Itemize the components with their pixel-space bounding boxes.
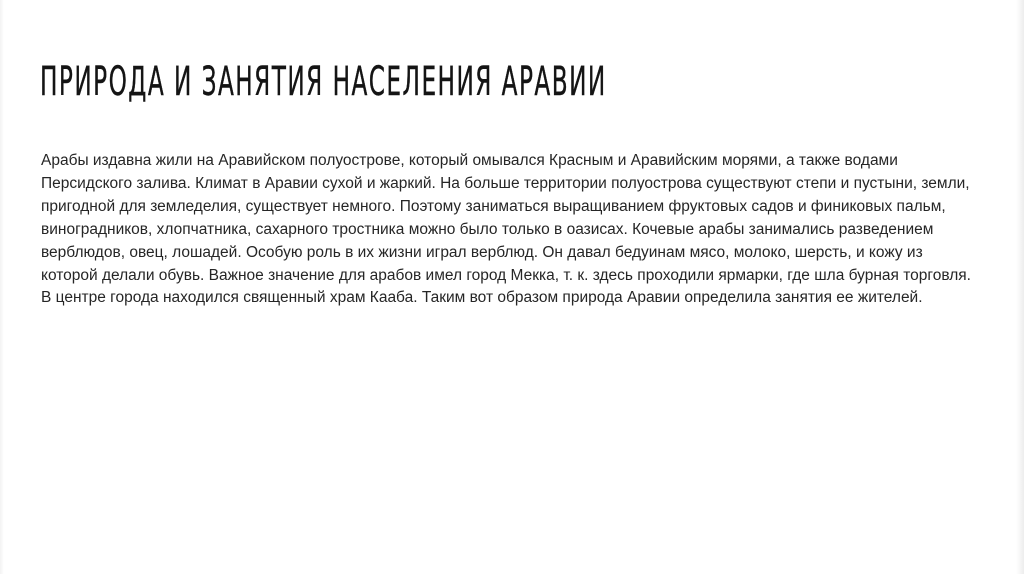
slide-title: ПРИРОДА И ЗАНЯТИЯ НАСЕЛЕНИЯ АРАВИИ bbox=[40, 59, 607, 105]
slide-right-edge-shadow bbox=[1016, 0, 1024, 574]
slide-body-text: Арабы издавна жили на Аравийском полуострове, который омывался Красным и Аравийским морями, а также водами Персидского залива. Климат в Аравии сухой и жаркий. На больше территории полуострова существуют степи и пустыни, земли, пригодной для земледелия, существует немного. Поэтому заниматься выращиванием фруктовых садов и финиковых пальм, виноградников, хлопчатника, сахарного тростника можно было только в оазисах. Кочевые арабы занимались разведением верблюдов, овец, лошадей. Особую роль в их жизни играл верблюд. Он давал бедуинам мясо, молоко, шерсть, и кожу из которой делали обувь. Важное значение для арабов имел город Мекка, т. к. здесь проходили ярмарки, где шла бурная торговля. В центре города находился священный храм Кааба. Таким вот образом природа Аравии определила занятия ее жителей. bbox=[41, 152, 971, 307]
slide-left-edge-shadow bbox=[0, 0, 4, 574]
